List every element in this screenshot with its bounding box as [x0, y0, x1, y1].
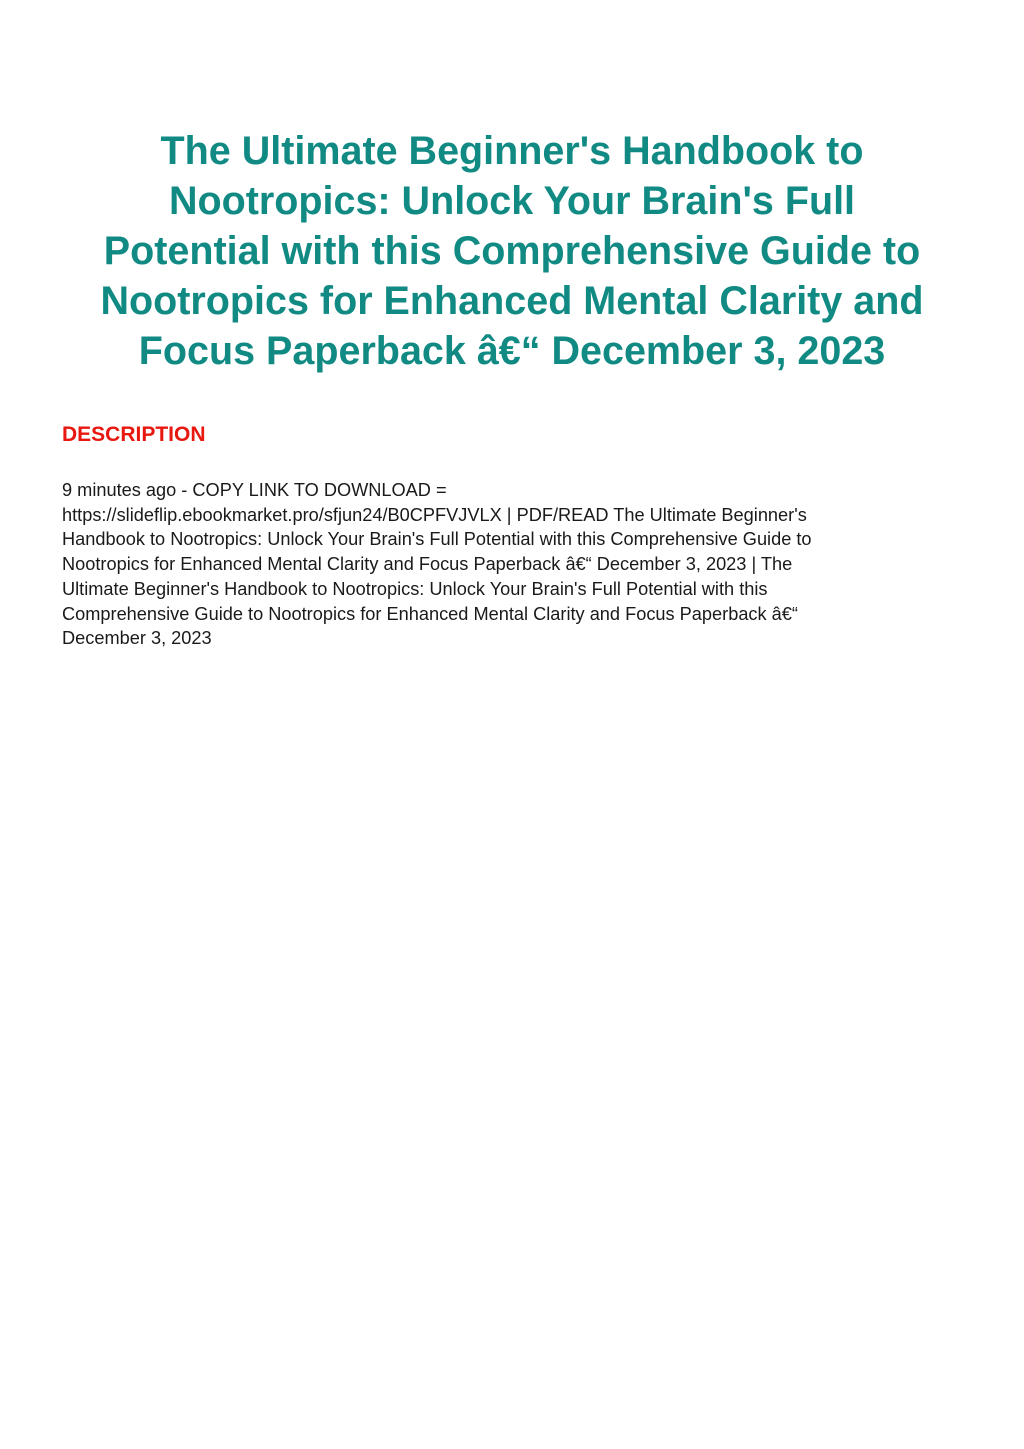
document-title: The Ultimate Beginner's Handbook to Nootropics: Unlock Your Brain's Full Potential with this Comprehensive Guide to Nootropics for Enhanced Mental Clarity and Focus Paperback â€“ December 3, 2023	[100, 129, 924, 373]
description-heading: DESCRIPTION	[62, 423, 206, 446]
description-text: 9 minutes ago - COPY LINK TO DOWNLOAD = https://slideflip.ebookmarket.pro/sfjun24/B0CPFVJVLX | PDF/READ The Ultimate Beginner's Handbook to Nootropics: Unlock Your Brain's Full Potential with this Comprehensive Guide to Nootropics for Enhanced Mental Clarity and Focus Paperback â€“ December 3, 2023 | The Ultimate Beginner's Handbook to Nootropics: Unlock Your Brain's Full Potential with this Comprehensive Guide to Nootropics for Enhanced Mental Clarity and Focus Paperback â€“ December 3, 2023	[62, 480, 812, 649]
